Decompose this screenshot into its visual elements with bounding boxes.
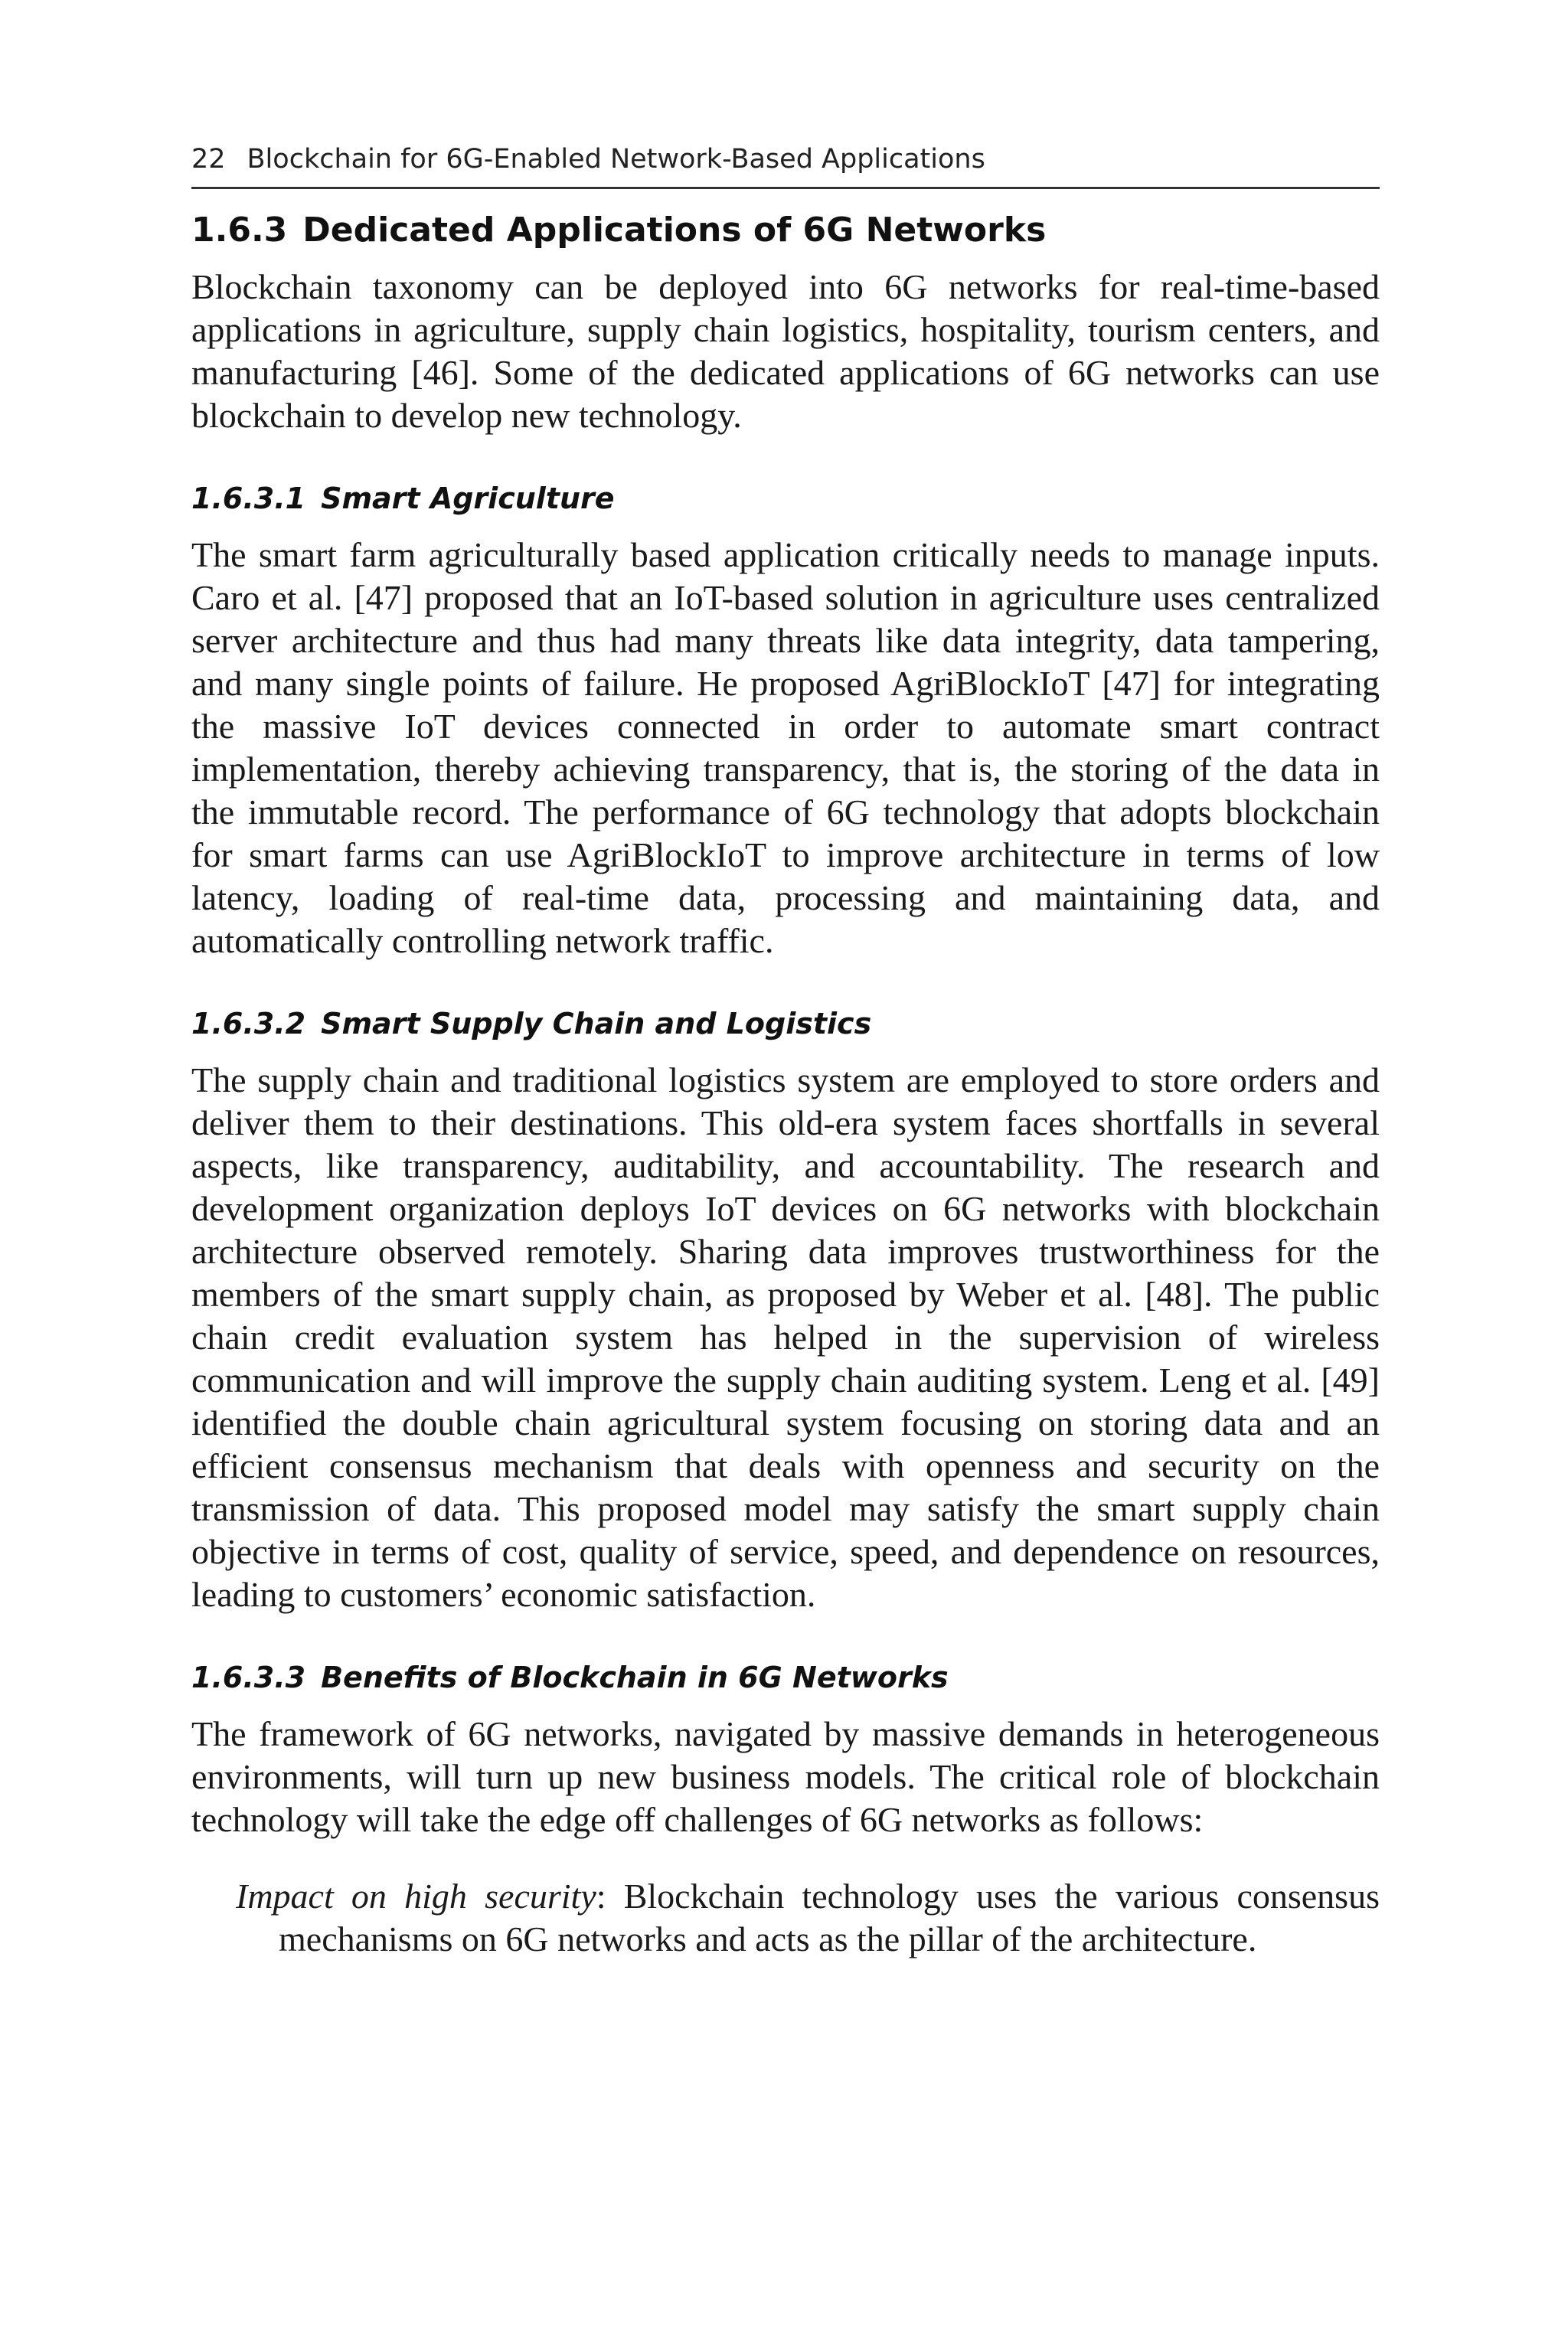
running-head-title: Blockchain for 6G-Enabled Network-Based Applications [247,144,985,175]
benefits-paragraph: The framework of 6G networks, navigated by massive demands in heterogeneous environments, will turn up new business models. The critical role of blockchain technology will take the edge off challenges of 6G networks as follows: [191,1714,1380,1839]
smart-agriculture-paragraph: The smart farm agriculturally based application critically needs to manage inputs. Caro et al. [47] proposed that an IoT-based solution in agriculture uses centralized server architecture and thus had many threats like data integrity, data tampering, and many single points of failure. He proposed AgriBlockIoT [47] for integrating the massive IoT devices connected in order to automate smart contract implementation, thereby achieving transparency, that is, the storing of the data in the immutable record. The performance of 6G technology that adopts blockchain for smart farms can use AgriBlockIoT to improve architecture in terms of low latency, loading of real-time data, processing and maintaining data, and automatically controlling network traffic. [191,535,1380,960]
section-intro-paragraph: Blockchain taxonomy can be deployed into 6G networks for real-time-based applications in agriculture, supply chain logistics, hospitality, tourism centers, and manufacturing [46]. Some of the dedicated applications of 6G networks can use blockchain to develop new technology. [191,267,1380,435]
list-item-text: : Blockchain technology uses the various consensus mechanisms on 6G networks and acts as the pillar of the architecture. [279,1877,1380,1958]
subsection-title: Benefits of Blockchain in 6G Networks [321,1661,949,1694]
subsection-heading-benefits [191,1655,1380,1700]
section-title: Dedicated Applications of 6G Networks [302,211,1047,250]
subsection-number: 1.6.3.1 [191,482,306,515]
page-number: 22 [191,144,226,175]
subsection-number: 1.6.3.3 [191,1661,306,1694]
subsection-title: Smart Agriculture [321,482,615,515]
list-item-high-security [236,1875,1380,1961]
document-page [191,136,1380,1961]
section-number: 1.6.3 [191,211,288,250]
list-item-term: Impact on high security [236,1877,596,1916]
section-heading [191,207,1380,253]
subsection-number: 1.6.3.2 [191,1007,306,1040]
subsection-heading-smart-agriculture [191,475,1380,521]
subsection-heading-supply-chain [191,1001,1380,1047]
running-head [191,136,1380,189]
supply-chain-paragraph: The supply chain and traditional logistics system are employed to store orders and deliver them to their destinations. This old-era system faces shortfalls in several aspects, like transparency, auditability, and accountability. The research and development organization deploys IoT devices on 6G networks with blockchain architecture observed remotely. Sharing data improves trustworthiness for the members of the smart supply chain, as proposed by Weber et al. [48]. The public chain credit evaluation system has helped in the supervision of wireless communication and will improve the supply chain auditing system. Leng et al. [49] identified the double chain agricultural system focusing on storing data and an efficient consensus mechanism that deals with openness and security on the transmission of data. This proposed model may satisfy the smart supply chain objective in terms of cost, quality of service, speed, and dependence on resources, leading to customers’ economic satisfaction. [191,1060,1380,1614]
subsection-title: Smart Supply Chain and Logistics [321,1007,872,1040]
